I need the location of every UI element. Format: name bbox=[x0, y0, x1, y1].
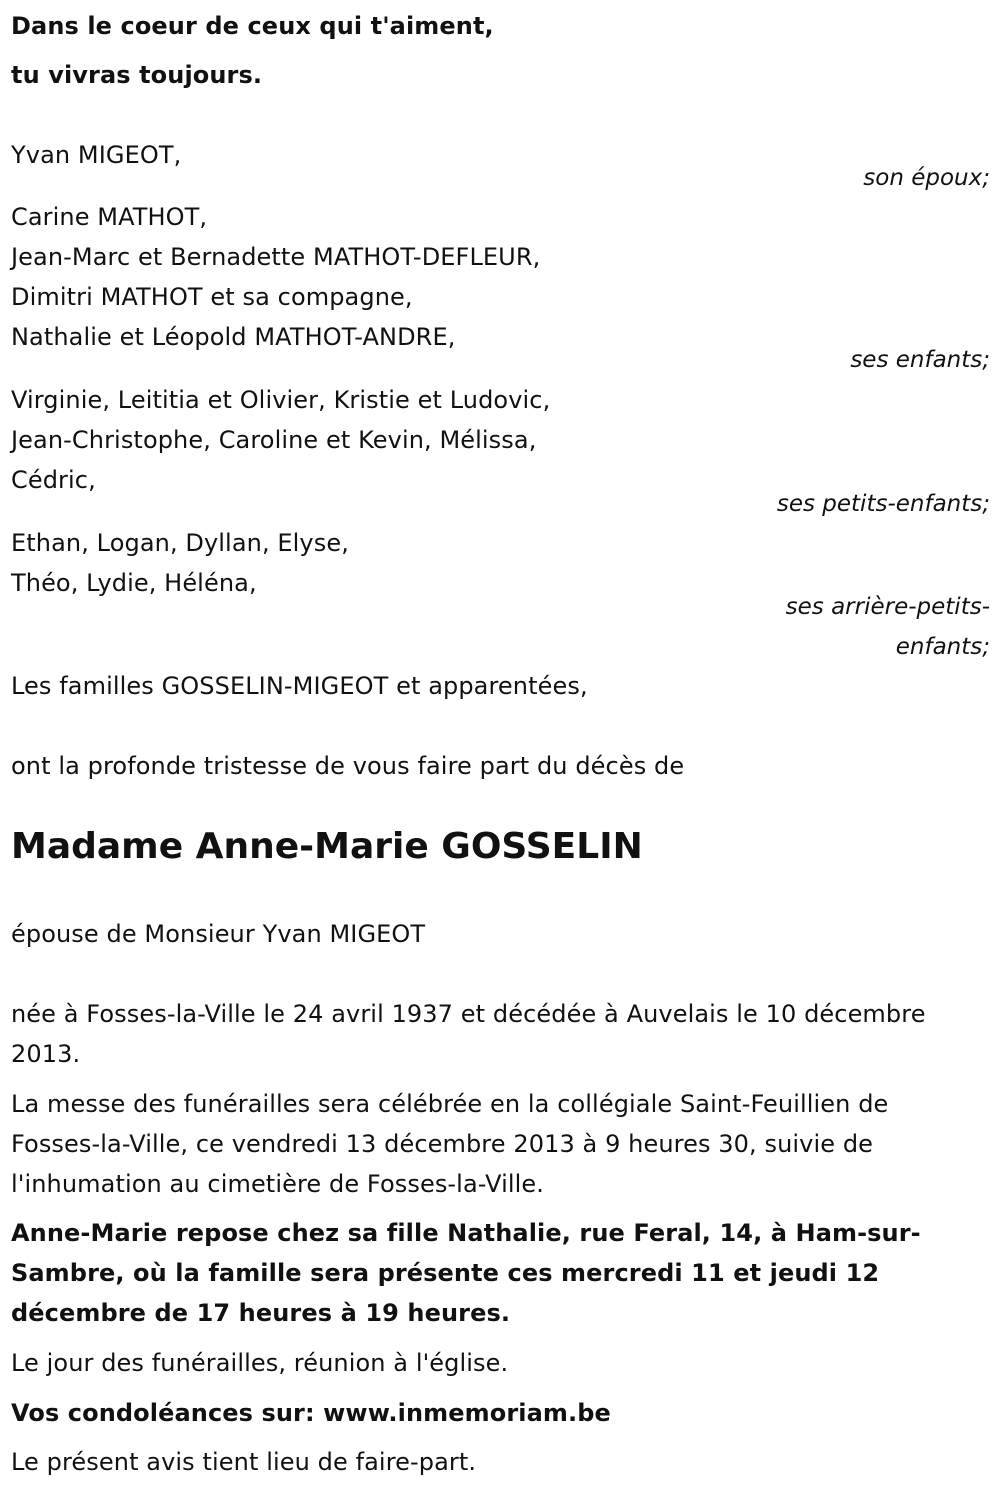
families-line: Les familles GOSSELIN-MIGEOT et apparentées, bbox=[11, 672, 588, 700]
mass-line: Fosses-la-Ville, ce vendredi 13 décembre 2013 à 9 heures 30, suivie de bbox=[11, 1130, 874, 1158]
children-role: ses enfants; bbox=[850, 347, 990, 373]
great-grandchildren-role-line-1: ses arrière-petits- bbox=[785, 594, 990, 620]
great-grandchildren-role-line-2: enfants; bbox=[895, 634, 990, 660]
spouse-name: Yvan MIGEOT, bbox=[11, 141, 182, 169]
rest-line: Sambre, où la famille sera présente ces mercredi 11 et jeudi 12 bbox=[11, 1259, 880, 1287]
grandchildren-line: Virginie, Leititia et Olivier, Kristie et Ludovic, bbox=[11, 386, 551, 414]
announcement-line: ont la profonde tristesse de vous faire part du décès de bbox=[11, 752, 685, 780]
child-name: Jean-Marc et Bernadette MATHOT-DEFLEUR, bbox=[11, 243, 541, 271]
grandchildren-line: Cédric, bbox=[11, 466, 96, 494]
great-grandchildren-line: Ethan, Logan, Dyllan, Elyse, bbox=[11, 529, 349, 557]
rest-line: Anne-Marie repose chez sa fille Nathalie, rue Feral, 14, à Ham-sur- bbox=[11, 1219, 921, 1247]
child-name: Dimitri MATHOT et sa compagne, bbox=[11, 283, 413, 311]
mass-line: l'inhumation au cimetière de Fosses-la-Ville. bbox=[11, 1170, 545, 1198]
deceased-spouse-line: épouse de Monsieur Yvan MIGEOT bbox=[11, 920, 426, 948]
child-name: Carine MATHOT, bbox=[11, 203, 208, 231]
footer-line: Le présent avis tient lieu de faire-part. bbox=[11, 1448, 477, 1476]
child-name: Nathalie et Léopold MATHOT-ANDRE, bbox=[11, 323, 456, 351]
grandchildren-role: ses petits-enfants; bbox=[776, 491, 990, 517]
spouse-role: son époux; bbox=[863, 165, 990, 191]
great-grandchildren-line: Théo, Lydie, Héléna, bbox=[11, 569, 257, 597]
rest-line: décembre de 17 heures à 19 heures. bbox=[11, 1299, 511, 1327]
deceased-name: Madame Anne-Marie GOSSELIN bbox=[11, 826, 643, 867]
condolences-line: Vos condoléances sur: www.inmemoriam.be bbox=[11, 1399, 611, 1427]
grandchildren-line: Jean-Christophe, Caroline et Kevin, Mélissa, bbox=[11, 426, 537, 454]
epitaph-line-1: Dans le coeur de ceux qui t'aiment, bbox=[11, 12, 494, 40]
epitaph-line-2: tu vivras toujours. bbox=[11, 61, 263, 89]
mass-line: La messe des funérailles sera célébrée en la collégiale Saint-Feuillien de bbox=[11, 1090, 889, 1118]
birth-death-line-1: née à Fosses-la-Ville le 24 avril 1937 et décédée à Auvelais le 10 décembre bbox=[11, 1000, 926, 1028]
meeting-line: Le jour des funérailles, réunion à l'église. bbox=[11, 1349, 509, 1377]
birth-death-line-2: 2013. bbox=[11, 1040, 81, 1068]
